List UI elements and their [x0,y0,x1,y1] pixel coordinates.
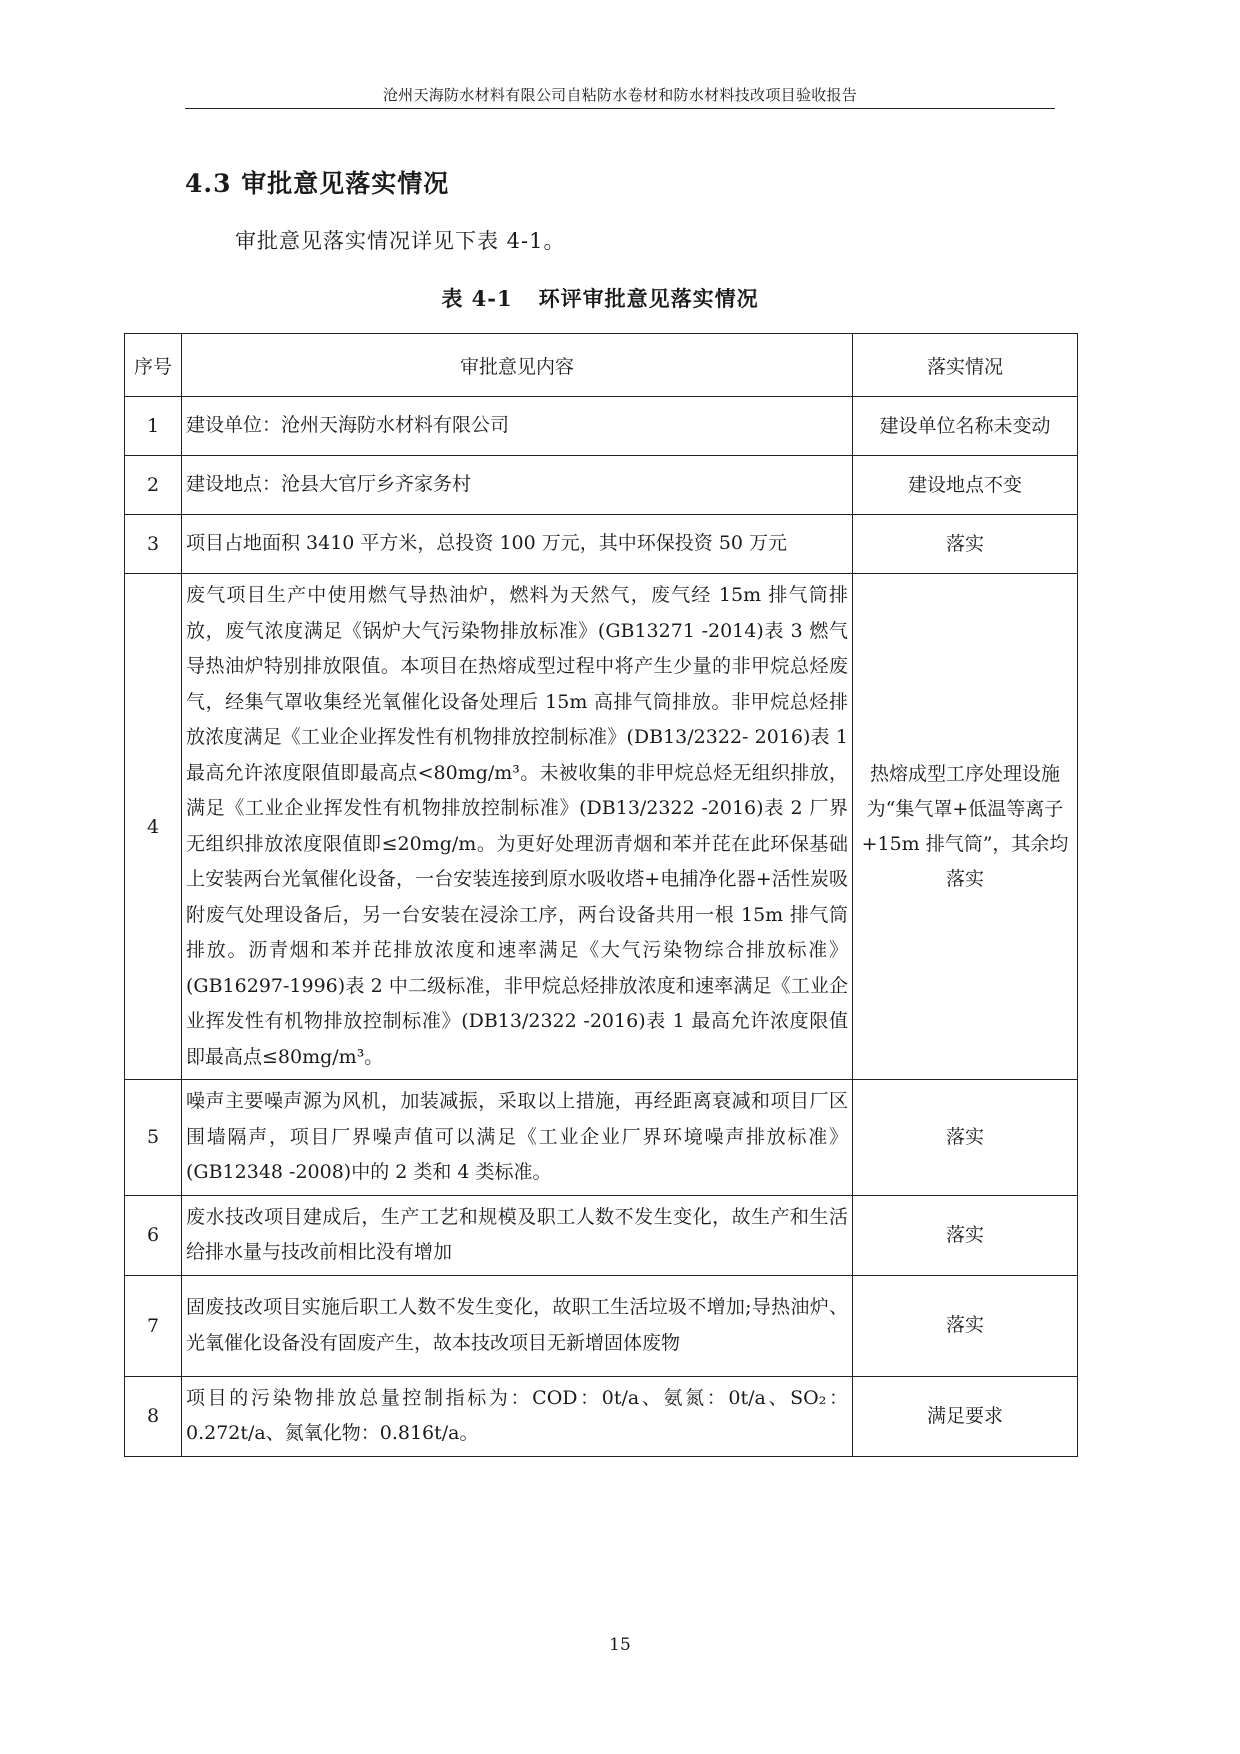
table-row [125,1195,1078,1275]
table-row [125,574,1078,1080]
page-number: 15 [609,1635,631,1655]
approval-table [124,333,1078,1457]
table-row [125,1080,1078,1196]
row-content: 噪声主要噪声源为风机，加装减振，采取以上措施，再经距离衰减和项目厂区围墙隔声，项目厂界噪声值可以满足《工业企业厂界环境噪声排放标准》(GB12348 -2008)中的 2 类和 4 类标准。 [182,1080,853,1196]
row-content: 废气项目生产中使用燃气导热油炉，燃料为天然气，废气经 15m 排气筒排放，废气浓度满足《锅炉大气污染物排放标准》(GB13271 -2014)表 3 燃气导热油炉特别排放限值。本项目在热熔成型过程中将产生少量的非甲烷总烃废气，经集气罩收集经光氧催化设备处理后 15m 高排气筒排放。非甲烷总烃排放浓度满足《工业企业挥发性有机物排放控制标准》(DB13/2322- 2016)表 1 最高允许浓度限值即最高点<80mg/m³。未被收集的非甲烷总烃无组织排放，满足《工业企业挥发性有机物排放控制标准》(DB13/2322 -2016)表 2 厂界无组织排放浓度限值即≤20mg/m。为更好处理沥青烟和苯并芘在此环保基础上安装两台光氧催化设备，一台安装连接到原水吸收塔+电捕净化器+活性炭吸附废气处理设备后，另一台安装在浸涂工序，两台设备共用一根 15m 排气筒排放。沥青烟和苯并芘排放浓度和速率满足《大气污染物综合排放标准》(GB16297-1996)表 2 中二级标准，非甲烷总烃排放浓度和速率满足《工业企业挥发性有机物排放控制标准》(DB13/2322 -2016)表 1 最高允许浓度限值即最高点≤80mg/m³。 [182,574,853,1080]
table-caption-text: 环评审批意见落实情况 [538,286,759,311]
row-content: 建设地点：沧县大官厅乡齐家务村 [182,456,853,515]
table-header-row [125,334,1078,397]
table-row [125,515,1078,574]
section-title: 4.3 审批意见落实情况 [185,169,450,198]
page-header: 沧州天海防水材料有限公司自粘防水卷材和防水材料技改项目验收报告 [382,86,858,104]
row-number: 3 [125,515,182,574]
row-status: 建设单位名称未变动 [853,397,1078,456]
row-status: 建设地点不变 [853,456,1078,515]
row-status: 落实 [853,1275,1078,1376]
row-number: 4 [125,574,182,1080]
row-number: 2 [125,456,182,515]
row-status: 热熔成型工序处理设施为“集气罩+低温等离子+15m 排气筒”，其余均落实 [853,574,1078,1080]
table-caption-number: 表 4-1 [441,286,513,311]
row-number: 8 [125,1376,182,1456]
row-number: 6 [125,1195,182,1275]
row-content: 建设单位：沧州天海防水材料有限公司 [182,397,853,456]
header-rule [185,108,1055,109]
row-status: 落实 [853,1080,1078,1196]
row-number: 5 [125,1080,182,1196]
header-no: 序号 [125,334,182,397]
row-status: 落实 [853,515,1078,574]
row-status: 满足要求 [853,1376,1078,1456]
row-content: 固废技改项目实施后职工人数不发生变化，故职工生活垃圾不增加;导热油炉、光氧催化设备没有固废产生，故本技改项目无新增固体废物 [182,1275,853,1376]
header-content: 审批意见内容 [182,334,853,397]
row-content: 项目的污染物排放总量控制指标为：COD：0t/a、氨氮：0t/a、SO₂：0.272t/a、氮氧化物：0.816t/a。 [182,1376,853,1456]
row-content: 项目占地面积 3410 平方米，总投资 100 万元，其中环保投资 50 万元 [182,515,853,574]
row-content: 废水技改项目建成后，生产工艺和规模及职工人数不发生变化，故生产和生活给排水量与技改前相比没有增加 [182,1195,853,1275]
table-row [125,1376,1078,1456]
row-status: 落实 [853,1195,1078,1275]
table-row [125,456,1078,515]
row-number: 7 [125,1275,182,1376]
table-caption [125,283,1075,313]
table-row [125,1275,1078,1376]
header-status: 落实情况 [853,334,1078,397]
table-row [125,397,1078,456]
row-number: 1 [125,397,182,456]
intro-paragraph: 审批意见落实情况详见下表 4-1。 [235,229,566,253]
